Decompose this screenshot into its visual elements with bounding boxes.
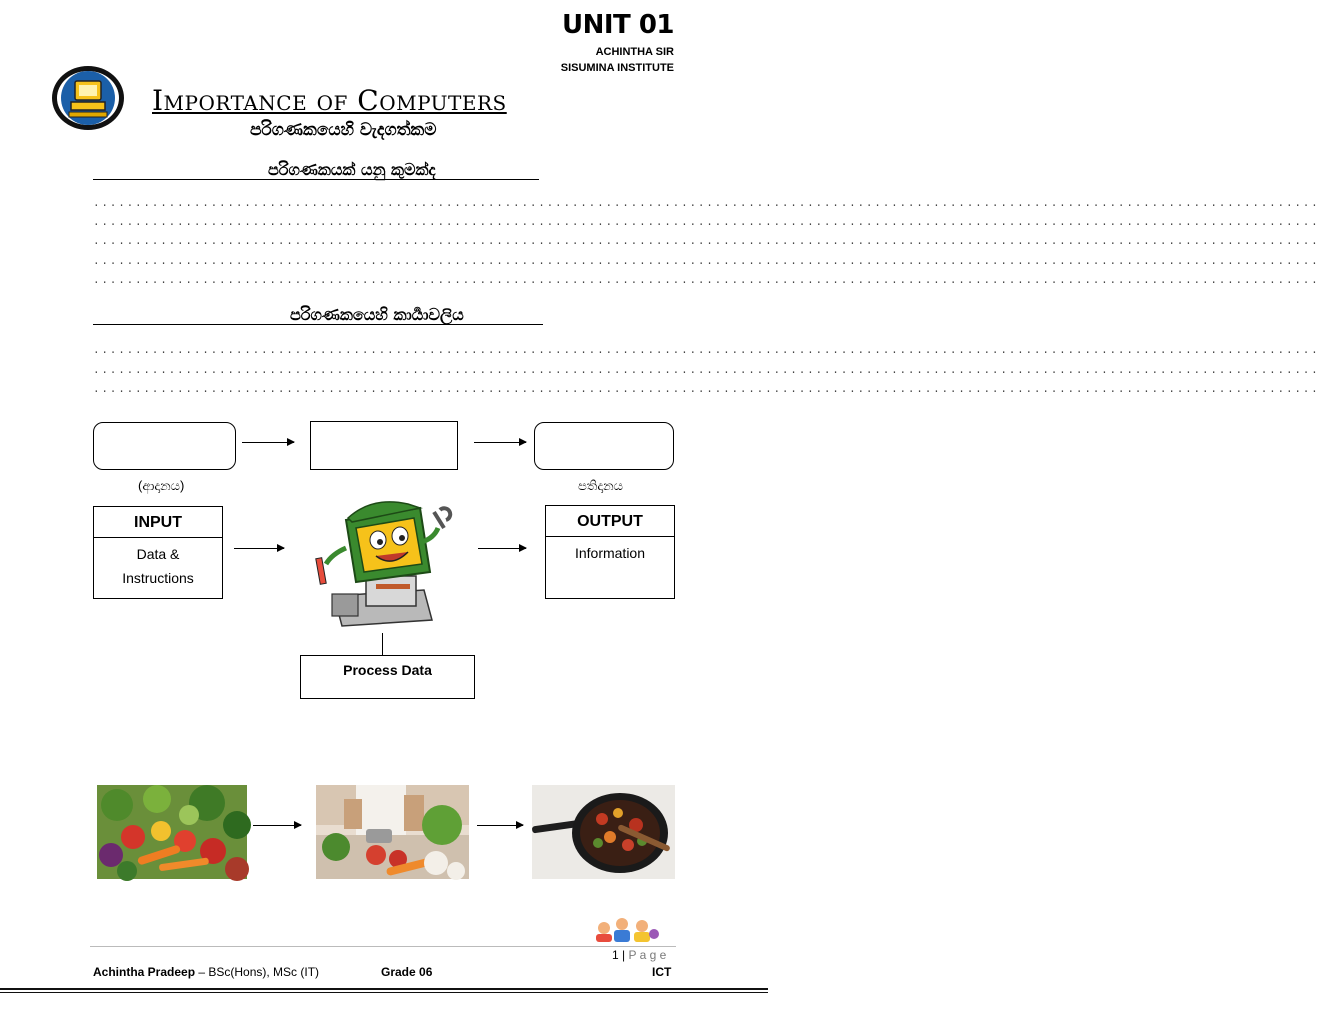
- output-answer-box[interactable]: [534, 422, 674, 470]
- process-box: [300, 655, 475, 699]
- bottom-rule: [0, 992, 768, 993]
- input-body: [94, 538, 222, 590]
- computer-logo-icon: [57, 71, 119, 125]
- arrow-icon: [474, 442, 526, 443]
- answer-line[interactable]: ..................................................................................................................................................: [93, 217, 1320, 229]
- answer-line[interactable]: ..................................................................................................................................................: [93, 256, 1320, 268]
- answer-line[interactable]: ..................................................................................................................................................: [93, 198, 1320, 210]
- input-answer-box[interactable]: [93, 422, 236, 470]
- footer-grade: Grade 06: [381, 965, 433, 979]
- input-body-line-1: Data &: [136, 546, 180, 562]
- arrow-icon: [253, 825, 301, 826]
- cooked-dish-image: [532, 785, 675, 879]
- footer-subject: ICT: [652, 965, 672, 979]
- input-body-line-2: Instructions: [122, 570, 194, 586]
- section1-heading: පරිගණකයක් යනු කුමක්ද: [268, 160, 436, 179]
- arrow-icon: [477, 825, 523, 826]
- bottom-rule: [0, 988, 768, 990]
- answer-line[interactable]: ..................................................................................................................................................: [93, 345, 1320, 357]
- page-separator: |: [622, 948, 626, 962]
- output-body: Information: [574, 545, 646, 561]
- page-subtitle: පරිගණකයෙහි වැදගත්කම: [250, 120, 437, 140]
- input-title: INPUT: [94, 507, 222, 538]
- answer-line[interactable]: ..................................................................................................................................................: [93, 365, 1320, 377]
- page-number: 1: [612, 948, 619, 962]
- process-label: Process Data: [343, 662, 432, 678]
- answer-line[interactable]: ..................................................................................................................................................: [93, 236, 1320, 248]
- output-title: OUTPUT: [546, 506, 674, 537]
- output-caption: පතිදානය: [578, 478, 624, 493]
- footer-author-name: Achintha Pradeep: [93, 965, 196, 979]
- process-connector: [382, 633, 383, 655]
- output-box: [545, 505, 675, 599]
- footer-author-quals: BSc(Hons), MSc (IT): [208, 965, 320, 979]
- vegetables-image: [97, 785, 247, 879]
- computer-cartoon-image: [312, 498, 454, 630]
- children-clipart-image: [592, 914, 660, 944]
- arrow-icon: [242, 442, 294, 443]
- input-box: [93, 506, 223, 599]
- institute-logo: [52, 66, 124, 130]
- author-line-2: SISUMINA INSTITUTE: [560, 62, 674, 74]
- answer-line[interactable]: ..................................................................................................................................................: [93, 384, 1320, 396]
- section1-underline: [93, 179, 539, 180]
- section2-heading: පරිගණකයෙහි කාර්‍යාවලිය: [290, 305, 464, 324]
- answer-line[interactable]: ..................................................................................................................................................: [93, 275, 1320, 287]
- arrow-icon: [234, 548, 284, 549]
- author-line-1: ACHINTHA SIR: [595, 46, 674, 58]
- footer-divider: [90, 946, 676, 947]
- cooking-preparation-image: [316, 785, 469, 879]
- page-title: Importance of Computers: [152, 84, 507, 117]
- author-block: [561, 44, 674, 76]
- page-indicator: [612, 948, 666, 962]
- unit-number: UNIT 01: [561, 10, 674, 40]
- arrow-icon: [478, 548, 526, 549]
- input-caption: (ආදානය): [138, 478, 185, 493]
- section2-underline: [93, 324, 543, 325]
- footer-author-dash: –: [195, 965, 209, 979]
- process-answer-box[interactable]: [310, 421, 458, 470]
- page-word: P a g e: [628, 948, 667, 962]
- footer-author: [93, 965, 319, 979]
